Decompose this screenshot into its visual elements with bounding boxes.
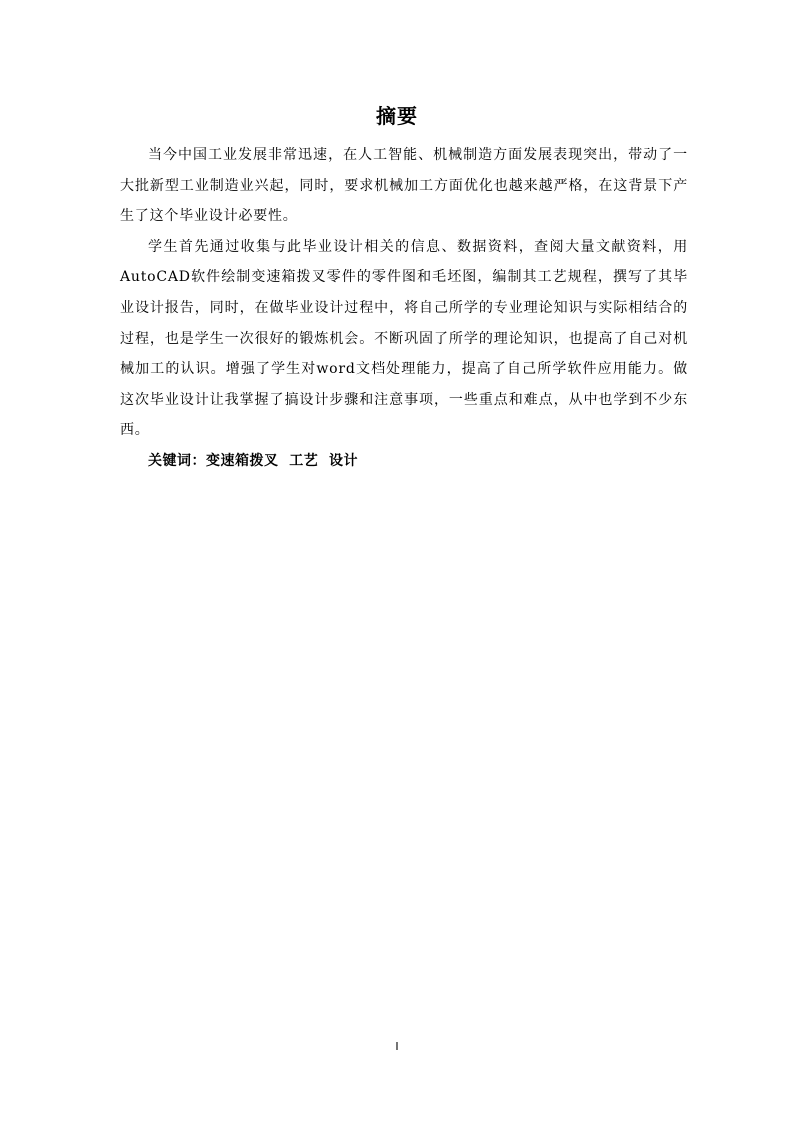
- abstract-body: [120, 140, 688, 477]
- abstract-paragraph-1: 当今中国工业发展非常迅速，在人工智能、机械制造方面发展表现突出，带动了一大批新型工业制造业兴起，同时，要求机械加工方面优化也越来越严格，在这背景下产生了这个毕业设计必要性。: [120, 147, 688, 225]
- page-number: I: [395, 1040, 399, 1053]
- abstract-paragraph-2: 学生首先通过收集与此毕业设计相关的信息、数据资料，查阅大量文献资料，用AutoCAD软件绘制变速箱拨叉零件的零件图和毛坯图，编制其工艺规程，撰写了其毕业设计报告，同时，在做毕业设计过程中，将自己所学的专业理论知识与实际相结合的过程，也是学生一次很好的锻炼机会。不断巩固了所学的理论知识，也提高了自己对机械加工的认识。增强了学生对word文档处理能力，提高了自己所学软件应用能力。做这次毕业设计让我掌握了搞设计步骤和注意事项，一些重点和难点，从中也学到不少东西。: [120, 238, 688, 439]
- page-title: 摘要: [376, 104, 418, 128]
- keywords-line: 关键词：变速箱拨叉 工艺 设计: [148, 452, 358, 469]
